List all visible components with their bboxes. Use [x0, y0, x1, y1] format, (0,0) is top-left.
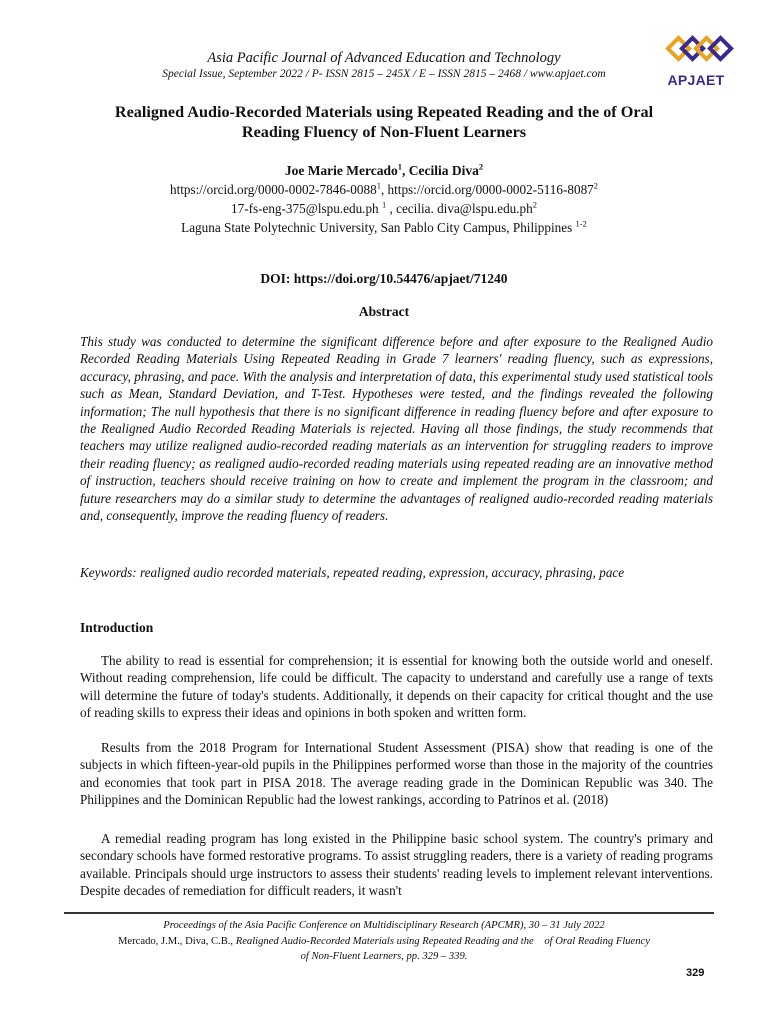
- footer-citation-line-2: of Non-Fluent Learners, pp. 329 – 339.: [300, 951, 468, 962]
- journal-name: Asia Pacific Journal of Advanced Education and Technology: [207, 50, 561, 66]
- footer-citation-line-1: [0, 936, 768, 947]
- title-line-1: Realigned Audio-Recorded Materials using Repeated Reading and the of Oral: [114, 103, 654, 121]
- citation-title: Realigned Audio-Recorded Materials using Repeated Reading and the of Oral Reading Fluency: [235, 936, 650, 947]
- introduction-heading: Introduction: [80, 620, 154, 635]
- title-line-2: Reading Fluency of Non-Fluent Learners: [241, 123, 527, 141]
- author-sep: ,: [402, 163, 409, 178]
- affiliation-sup: 1-2: [575, 218, 587, 229]
- footer-divider: [64, 912, 714, 914]
- email-2[interactable]: , cecilia. diva@lspu.edu.ph: [386, 201, 533, 216]
- intro-paragraph-2: Results from the 2018 Program for International Student Assessment (PISA) show that reading is one of the subjects in which fifteen-year-old pupils in the Philippines performed worse than those in the majority of the countries and economies that took part in PISA 2018. The average reading grade in the Dominican Republic was 340. The Philippines and the Dominican Republic had the lowest rankings, according to Patrinos et al. (2018): [80, 740, 713, 808]
- orcid-line: [0, 182, 768, 198]
- affiliation: Laguna State Polytechnic University, San Pablo City Campus, Philippines: [181, 220, 576, 235]
- footer-proceedings: Proceedings of the Asia Pacific Conference on Multidisciplinary Research (APCMR), 30 – 31 July 2022: [163, 920, 605, 931]
- affiliation-line: [0, 220, 768, 236]
- logo-diamonds-icon: [664, 32, 744, 72]
- intro-paragraph-1: The ability to read is essential for comprehension; it is essential for knowing both the outside world and oneself. Without reading comprehension, life could be difficult. The capacity to understand and carefully use a range of texts will determine the future of today's students. Additionally, it depends on their capacity for critical thought and the use of reading skills to express their ideas and opinions in both spoken and written form.: [80, 653, 713, 721]
- author-1: Joe Marie Mercado: [284, 163, 398, 178]
- citation-authors: Mercado, J.M., Diva, C.B.,: [118, 936, 236, 947]
- author-1-sup: 1: [397, 161, 403, 172]
- keywords: Keywords: realigned audio recorded materials, repeated reading, expression, accuracy, phrasing, pace: [80, 565, 625, 580]
- page-number: 329: [686, 967, 705, 979]
- email-1-sup: 1: [381, 199, 387, 210]
- journal-issue-line: Special Issue, September 2022 / P- ISSN 2815 – 245X / E – ISSN 2815 – 2468 / www.apjaet.com: [162, 68, 606, 80]
- journal-logo: [664, 32, 744, 92]
- abstract-heading: Abstract: [358, 304, 410, 319]
- orcid-2-link[interactable]: https://orcid.org/0000-0002-5116-8087: [387, 182, 594, 197]
- author-names: [0, 163, 768, 179]
- author-2-sup: 2: [478, 161, 484, 172]
- abstract-text: This study was conducted to determine the significant difference before and after exposure to the Realigned Audio Recorded Reading Materials Using Repeated Reading in Grade 7 learners' reading fluency, such as expressions, accuracy, phrasing, and pace. With the analysis and interpretation of data, this experimental study used statistical tools such as Mean, Standard Deviation, and T-Test. Hypotheses were tested, and the findings revealed the following information; The null hypothesis that there is no significant difference in reading fluency before and after exposure to the Realigned Audio Recorded Reading Materials is rejected. Having all those findings, the study recommends that teachers may utilize realigned audio-recorded reading materials as an intervention for struggling readers to improve their reading fluency; as realigned audio-recorded reading materials using repeated reading are an innovative method of instruction, teachers should receive training on how to create and implement the program in the classroom; and future researchers may do a similar study to determine the advantages of realigned audio-recorded reading materials and, consequently, improve the reading fluency of readers.: [80, 334, 713, 524]
- email-2-sup: 2: [532, 199, 537, 210]
- doi-link[interactable]: DOI: https://doi.org/10.54476/apjaet/71240: [260, 271, 508, 286]
- paper-title: [0, 102, 768, 142]
- orcid-sep: ,: [380, 182, 388, 197]
- logo-text: APJAET: [667, 72, 725, 88]
- orcid-1-sup: 1: [376, 180, 381, 191]
- email-1[interactable]: 17-fs-eng-375@lspu.edu.ph: [230, 201, 382, 216]
- intro-paragraph-3: A remedial reading program has long existed in the Philippine basic school system. The country's primary and secondary schools have formed restorative programs. To assist struggling readers, there is a variety of reading programs available. Principals should urge instructors to assess their students' reading levels to implement relevant interventions. Despite decades of remediation for difficult readers, it wasn't: [80, 831, 713, 899]
- orcid-1-link[interactable]: https://orcid.org/0000-0002-7846-0088: [169, 182, 377, 197]
- orcid-2-sup: 2: [593, 180, 599, 191]
- email-line: [0, 201, 768, 217]
- author-2: Cecilia Diva: [408, 163, 479, 178]
